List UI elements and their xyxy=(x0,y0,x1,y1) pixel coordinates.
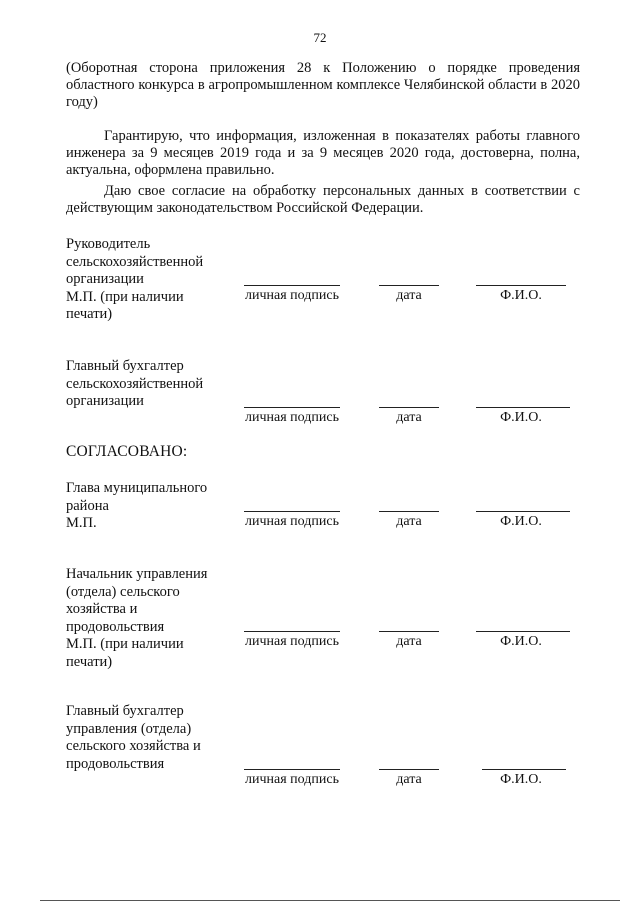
bottom-border xyxy=(40,900,620,901)
date-caption: дата xyxy=(396,634,422,649)
date-line xyxy=(379,284,439,286)
signature-row xyxy=(66,630,586,650)
signature-row xyxy=(66,510,586,530)
signature-line xyxy=(244,406,340,408)
name-caption: Ф.И.О. xyxy=(500,634,542,649)
name-line xyxy=(476,510,570,512)
name-line xyxy=(476,284,566,286)
signatory-head-agriculture-department xyxy=(66,566,586,671)
name-line xyxy=(476,406,570,408)
consent-paragraph: Даю свое согласие на обработку персональных данных в соответствии с действующим законодательством Российской Федерации. xyxy=(66,183,580,216)
signature-row xyxy=(66,406,586,426)
date-caption: дата xyxy=(396,288,422,303)
signature-line xyxy=(244,284,340,286)
signatory-title: Глава муниципального района М.П. xyxy=(66,480,208,531)
signature-line xyxy=(244,630,340,632)
date-caption: дата xyxy=(396,514,422,529)
name-line xyxy=(482,768,566,770)
signature-line xyxy=(244,510,340,512)
date-line xyxy=(379,406,439,408)
signature-row xyxy=(66,284,586,304)
signatory-title: Начальник управления (отдела) сельского хозяйства и продовольствия М.П. (при наличии печати) xyxy=(66,566,208,670)
signatory-head-organization xyxy=(66,236,586,324)
signature-caption: личная подпись xyxy=(245,410,339,425)
signature-line xyxy=(244,768,340,770)
signatory-title: Руководитель сельскохозяйственной организации М.П. (при наличии печати) xyxy=(66,236,204,322)
date-line xyxy=(379,630,439,632)
name-caption: Ф.И.О. xyxy=(500,288,542,303)
guarantee-paragraph: Гарантирую, что информация, изложенная в показателях работы главного инженера за 9 месяцев 2019 года и за 9 месяцев 2020 года, достоверна, полна, актуальна, оформлена правильно. xyxy=(66,128,580,178)
date-line xyxy=(379,768,439,770)
signature-caption: личная подпись xyxy=(245,288,339,303)
name-caption: Ф.И.О. xyxy=(500,772,542,787)
signature-caption: личная подпись xyxy=(245,772,339,787)
date-caption: дата xyxy=(396,772,422,787)
name-caption: Ф.И.О. xyxy=(500,514,542,529)
date-caption: дата xyxy=(396,410,422,425)
agreed-label: СОГЛАСОВАНО: xyxy=(66,443,188,460)
signatory-title: Главный бухгалтер управления (отдела) сельского хозяйства и продовольствия xyxy=(66,703,201,772)
signatory-chief-accountant-organization xyxy=(66,358,586,425)
signatory-title: Главный бухгалтер сельскохозяйственной организации xyxy=(66,358,204,409)
name-caption: Ф.И.О. xyxy=(500,410,542,425)
date-line xyxy=(379,510,439,512)
header-note: (Оборотная сторона приложения 28 к Положению о порядке проведения областного конкурса в агропромышленном комплексе Челябинской области в 2020 году) xyxy=(66,60,580,110)
signatory-head-municipal-district xyxy=(66,480,586,533)
signature-row xyxy=(66,768,586,788)
signature-caption: личная подпись xyxy=(245,514,339,529)
signatory-chief-accountant-department xyxy=(66,703,586,787)
signature-caption: личная подпись xyxy=(245,634,339,649)
page-number: 72 xyxy=(313,30,327,45)
name-line xyxy=(476,630,570,632)
